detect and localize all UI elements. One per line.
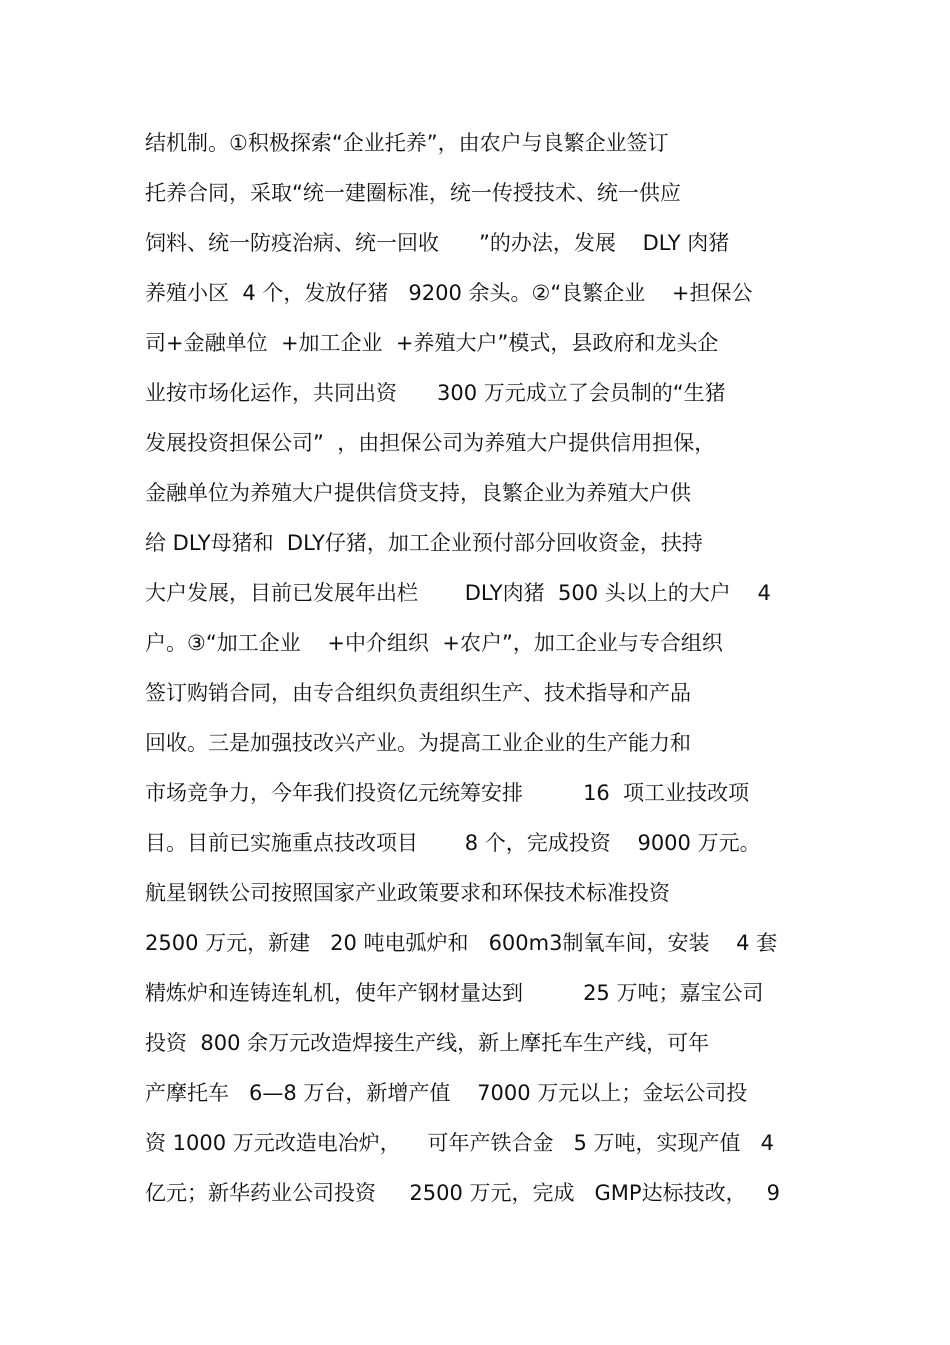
text-line: 结机制。①积极探索“企业托养”，由农户与良繁企业签订 bbox=[145, 131, 669, 155]
text-line: 签订购销合同，由专合组织负责组织生产、技术指导和产品 bbox=[145, 681, 691, 705]
body-text bbox=[145, 118, 825, 1218]
text-line: 给 DLY母猪和 DLY仔猪，加工企业预付部分回收资金，扶持 bbox=[145, 531, 703, 555]
text-line: 2500 万元，新建 20 吨电弧炉和 600m3制氧车间，安装 4 套 bbox=[145, 931, 778, 955]
text-line: 养殖小区 4 个，发放仔猪 9200 余头。②“良繁企业 +担保公 bbox=[145, 281, 753, 305]
text-line: 资 1000 万元改造电冶炉， 可年产铁合金 5 万吨，实现产值 4 bbox=[145, 1131, 774, 1155]
text-line: 亿元；新华药业公司投资 2500 万元，完成 GMP达标技改， 9 bbox=[145, 1181, 780, 1205]
text-line: 航星钢铁公司按照国家产业政策要求和环保技术标准投资 bbox=[145, 881, 670, 905]
text-line: 户。③“加工企业 +中介组织 +农户”，加工企业与专合组织 bbox=[145, 631, 723, 655]
text-line: 投资 800 余万元改造焊接生产线，新上摩托车生产线，可年 bbox=[145, 1031, 710, 1055]
text-line: 饲料、统一防疫治病、统一回收 ”的办法，发展 DLY 肉猪 bbox=[145, 231, 730, 255]
text-line: 精炼炉和连铸连轧机，使年产钢材量达到 25 万吨；嘉宝公司 bbox=[145, 981, 764, 1005]
text-line: 回收。三是加强技改兴产业。为提高工业企业的生产能力和 bbox=[145, 731, 691, 755]
text-line: 金融单位为养殖大户提供信贷支持，良繁企业为养殖大户供 bbox=[145, 481, 691, 505]
text-line: 司+金融单位 +加工企业 +养殖大户”模式，县政府和龙头企 bbox=[145, 331, 719, 355]
text-line: 产摩托车 6—8 万台，新增产值 7000 万元以上；金坛公司投 bbox=[145, 1081, 748, 1105]
text-line: 目。目前已实施重点技改项目 8 个，完成投资 9000 万元。 bbox=[145, 831, 761, 855]
text-line: 业按市场化运作，共同出资 300 万元成立了会员制的“生猪 bbox=[145, 381, 726, 405]
text-line: 大户发展，目前已发展年出栏 DLY肉猪 500 头以上的大户 4 bbox=[145, 581, 771, 605]
text-line: 托养合同，采取“统一建圈标准，统一传授技术、统一供应 bbox=[145, 181, 681, 205]
text-line: 市场竞争力，今年我们投资亿元统筹安排 16 项工业技改项 bbox=[145, 781, 750, 805]
text-line: 发展投资担保公司” ，由担保公司为养殖大户提供信用担保， bbox=[145, 431, 716, 455]
